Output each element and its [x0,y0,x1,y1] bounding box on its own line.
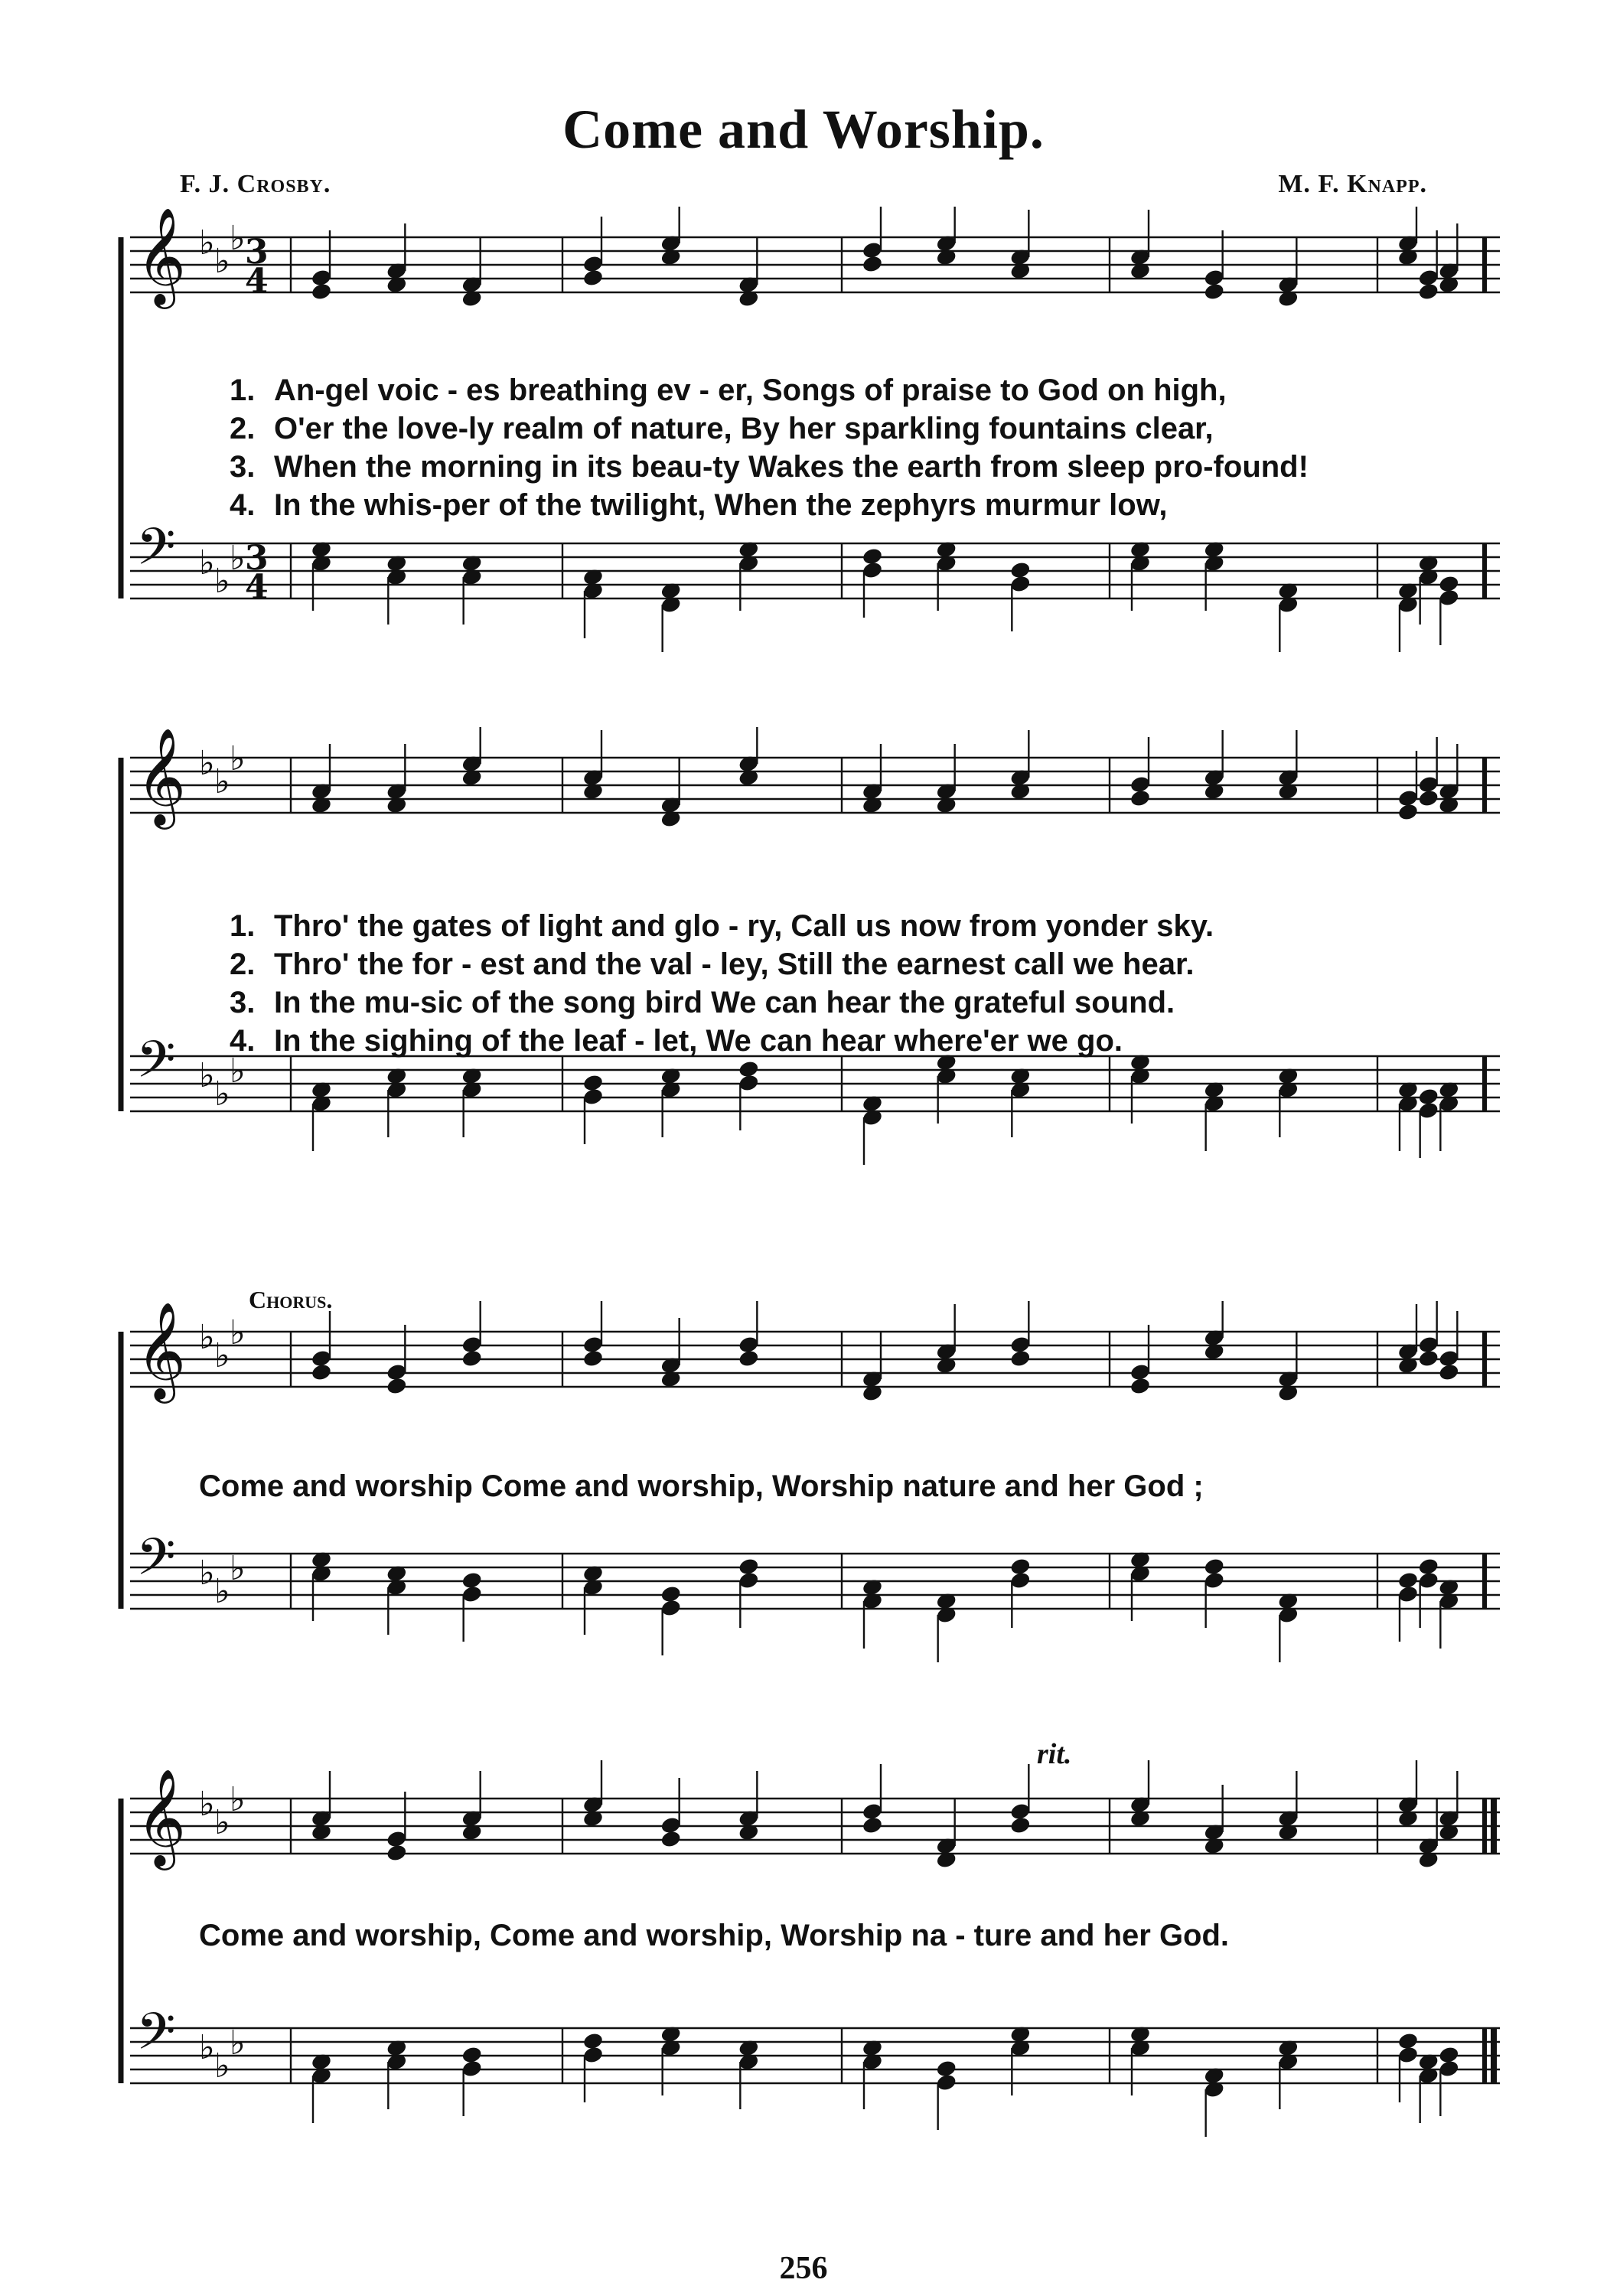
flat-icon: ♭ [230,2024,246,2063]
verse-line: 1. An-gel voic - es breathing ev - er, Songs of praise to God on high, [230,373,1227,407]
note-head [660,1829,682,1848]
flat-icon: ♭ [230,739,246,778]
verse-line: 2. O'er the love-ly realm of nature, By her sparkling fountains clear, [230,412,1214,445]
time-signature-icon: 3 [245,233,269,272]
note-head [1009,1349,1032,1368]
flat-icon: ♭ [230,219,246,258]
treble-staff [130,207,1500,309]
note-head [1438,1362,1460,1381]
flat-icon: ♭ [214,1075,230,1114]
treble-clef-icon: 𝄞 [136,727,187,825]
lyricist-credit: F. J. Crosby. [180,170,331,198]
note-head [738,1349,760,1368]
note-head [1417,1349,1439,1368]
flat-icon: ♭ [214,1572,230,1611]
note-head [862,1815,884,1835]
bass-clef-icon: 𝄢 [136,2002,176,2073]
treble-staff [130,727,1500,830]
time-signature-icon: 3 [245,539,269,578]
chorus-label: Chorus. [249,1286,333,1313]
bass-clef-icon: 𝄢 [136,517,176,589]
note-head [582,268,605,287]
page-number: 256 [779,2251,828,2286]
note-head [1129,788,1152,807]
verse-line: 3. In the mu-sic of the song bird We can hear the grateful sound. [230,986,1175,1019]
chorus-lyric-line-2: Come and worship, Come and worship, Worship na - ture and her God. [199,1919,1230,1952]
note-head [862,254,884,273]
flat-icon: ♭ [199,543,215,582]
note-head [461,1349,483,1368]
flat-icon: ♭ [214,1336,230,1375]
bass-clef-icon: 𝄢 [136,1528,176,1599]
composer-credit: M. F. Knapp. [1278,170,1427,198]
flat-icon: ♭ [230,1549,246,1588]
note-head [1417,788,1439,807]
hymn-title: Come and Worship. [562,99,1045,160]
treble-staff [130,1760,1500,1870]
flat-icon: ♭ [214,1803,230,1842]
flat-icon: ♭ [214,242,230,281]
verses-block-1 [230,371,1309,524]
bass-staff [130,517,1500,652]
music-system-3 [107,1301,1500,1714]
note-head [582,1349,605,1368]
treble-clef-icon: 𝄞 [136,1768,187,1866]
flat-icon: ♭ [199,223,215,263]
flat-icon: ♭ [199,744,215,783]
flat-icon: ♭ [199,1318,215,1357]
note-head [1009,1815,1032,1835]
note-head [1129,1376,1152,1395]
note-head [386,1843,408,1862]
flat-icon: ♭ [199,1785,215,1824]
flat-icon: ♭ [214,762,230,801]
flat-icon: ♭ [199,1554,215,1593]
note-head [311,282,333,301]
flat-icon: ♭ [199,1056,215,1095]
flat-icon: ♭ [214,562,230,601]
note-head [311,1362,333,1381]
note-head [1417,282,1439,301]
flat-icon: ♭ [230,1052,246,1091]
flat-icon: ♭ [214,2047,230,2086]
chorus-lyric-line-1: Come and worship Come and worship, Worship nature and her God ; [199,1469,1204,1503]
verse-line: 2. Thro' the for - est and the val - ley, Still the earnest call we hear. [230,947,1195,981]
treble-clef-icon: 𝄞 [136,1301,187,1399]
flat-icon: ♭ [230,539,246,578]
verse-line: 3. When the morning in its beau-ty Wakes the earth from sleep pro-found! [230,450,1309,484]
grand-staff-4 [107,1760,1500,2219]
time-signature-icon: 4 [245,262,269,301]
verse-line: 4. In the sighing of the leaf - let, We can hear where'er we go. [230,1024,1123,1058]
note-head [386,1376,408,1395]
bass-staff [130,2002,1500,2137]
flat-icon: ♭ [230,1313,246,1352]
bass-clef-icon: 𝄢 [136,1030,176,1101]
verse-line: 4. In the whis-per of the twilight, When the zephyrs murmur low, [230,488,1168,522]
time-signature-icon: 4 [245,568,269,607]
note-head [1397,802,1420,821]
ritardando-mark: rit. [1037,1738,1072,1770]
verses-block-2 [230,907,1214,1060]
flat-icon: ♭ [199,2028,215,2067]
treble-staff [130,1301,1500,1404]
note-head [1203,282,1225,301]
verse-line: 1. Thro' the gates of light and glo - ry, Call us now from yonder sky. [230,909,1214,943]
treble-clef-icon: 𝄞 [136,207,187,305]
grand-staff-3 [107,1301,1500,1714]
flat-icon: ♭ [230,1780,246,1819]
music-system-4 [107,1760,1500,2219]
bass-staff [130,1528,1500,1662]
